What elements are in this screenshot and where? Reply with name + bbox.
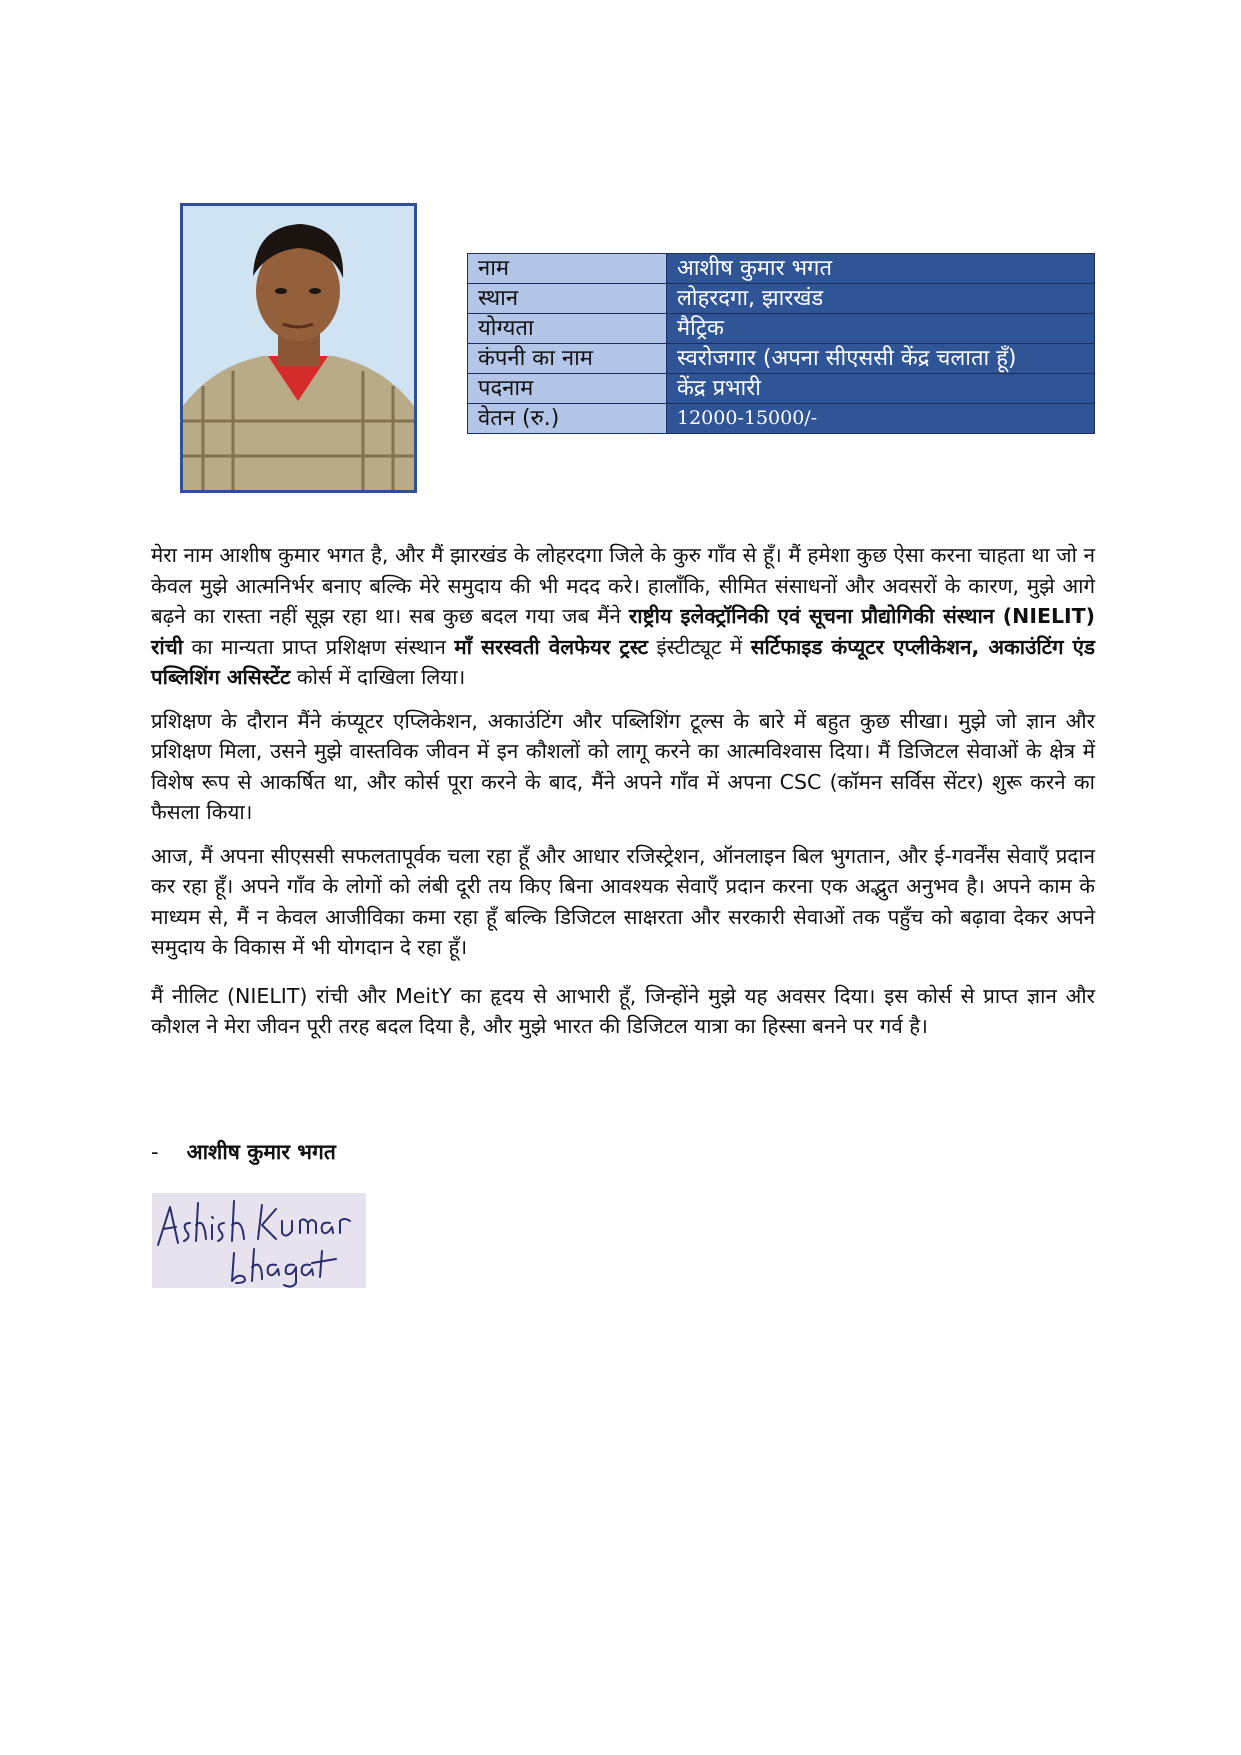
label-name: नाम: [468, 254, 667, 284]
profile-table: [467, 253, 1095, 434]
label-designation: पदनाम: [468, 374, 667, 404]
paragraph-today: आज, मैं अपना सीएससी सफलतापूर्वक चला रहा हूँ और आधार रजिस्ट्रेशन, ऑनलाइन बिल भुगतान, और ई-गवर्नेंस सेवाएँ प्रदान कर रहा हूँ। अपने गाँव के लोगों को लंबी दूरी तय किए बिना आवश्यक सेवाएँ प्रदान करना एक अद्भुत अनुभव है। अपने काम के माध्यम से, मैं न केवल आजीविका कमा रहा हूँ बल्कि डिजिटल साक्षरता और सरकारी सेवाओं तक पहुँच को बढ़ावा देकर अपने समुदाय के विकास में भी योगदान दे रहा हूँ।: [151, 843, 1095, 959]
table-row: [468, 374, 1095, 404]
signoff-dash: -: [151, 1140, 159, 1164]
course-name: सर्टिफाइड कंप्यूटर एप्लीकेशन, अकाउंटिंग एंड पब्लिशिंग असिस्टेंट: [151, 634, 1095, 689]
intro-text-2: का मान्यता प्राप्त प्रशिक्षण संस्थान: [183, 634, 455, 659]
label-qualification: योग्यता: [468, 314, 667, 344]
signoff-name-line: [151, 1138, 336, 1166]
intro-text-3: इंस्टीट्यूट में: [648, 634, 751, 659]
handwritten-signature: [152, 1193, 366, 1288]
value-qualification: मैट्रिक: [667, 314, 1095, 344]
paragraph-intro: [151, 540, 1095, 693]
value-designation: केंद्र प्रभारी: [667, 374, 1095, 404]
story-text: [151, 540, 1095, 1055]
person-photo-illustration: [183, 206, 414, 490]
signoff-name: आशीष कुमार भगत: [186, 1140, 336, 1164]
table-row: [468, 314, 1095, 344]
value-name: आशीष कुमार भगत: [667, 254, 1095, 284]
table-row: [468, 284, 1095, 314]
intro-text-1: मेरा नाम आशीष कुमार भगत है, और मैं झारखंड के लोहरदगा जिले के कुरु गाँव से हूँ। मैं हमेशा कुछ ऐसा करना चाहता था जो न केवल मुझे आत्मनिर्भर बनाए बल्कि मेरे समुदाय की भी मदद करे। हालाँकि, सीमित संसाधनों और अवसरों के कारण, मुझे आगे बढ़ने का रास्ता नहीं सूझ रहा था। सब कुछ बदल गया जब मैंने: [151, 543, 1095, 628]
trust-name: माँ सरस्वती वेलफेयर ट्रस्ट: [454, 634, 649, 659]
paragraph-training: प्रशिक्षण के दौरान मैंने कंप्यूटर एप्लिकेशन, अकाउंटिंग और पब्लिशिंग टूल्स के बारे में बहुत कुछ सीखा। मुझे जो ज्ञान और प्रशिक्षण मिला, उसने मुझे वास्तविक जीवन में इन कौशलों को लागू करने का आत्मविश्वास दिया। मैं डिजिटल सेवाओं के क्षेत्र में विशेष रूप से आकर्षित था, और कोर्स पूरा करने के बाद, मैंने अपने गाँव में अपना CSC (कॉमन सर्विस सेंटर) शुरू करने का फैसला किया।: [151, 708, 1095, 824]
value-company: स्वरोजगार (अपना सीएससी केंद्र चलाता हूँ): [667, 344, 1095, 374]
paragraph-thanks: मैं नीलिट (NIELIT) रांची और MeitY का हृदय से आभारी हूँ, जिन्होंने मुझे यह अवसर दिया। इस कोर्स से प्राप्त ज्ञान और कौशल ने मेरा जीवन पूरी तरह बदल दिया है, और मुझे भारत की डिजिटल यात्रा का हिस्सा बनने पर गर्व है।: [151, 983, 1095, 1038]
intro-text-4: कोर्स में दाखिला लिया।: [290, 665, 466, 689]
label-company: कंपनी का नाम: [468, 344, 667, 374]
table-row: [468, 344, 1095, 374]
table-row: [468, 254, 1095, 284]
profile-photo: [180, 203, 417, 493]
label-salary: वेतन (रु.): [468, 404, 667, 434]
value-location: लोहरदगा, झारखंड: [667, 284, 1095, 314]
signature-image: [152, 1193, 366, 1288]
table-row: [468, 404, 1095, 434]
label-location: स्थान: [468, 284, 667, 314]
nielit-institute-name: राष्ट्रीय इलेक्ट्रॉनिकी एवं सूचना प्रौद्योगिकी संस्थान (NIELIT) रांची: [151, 604, 1096, 659]
value-salary: 12000-15000/-: [667, 404, 1095, 434]
